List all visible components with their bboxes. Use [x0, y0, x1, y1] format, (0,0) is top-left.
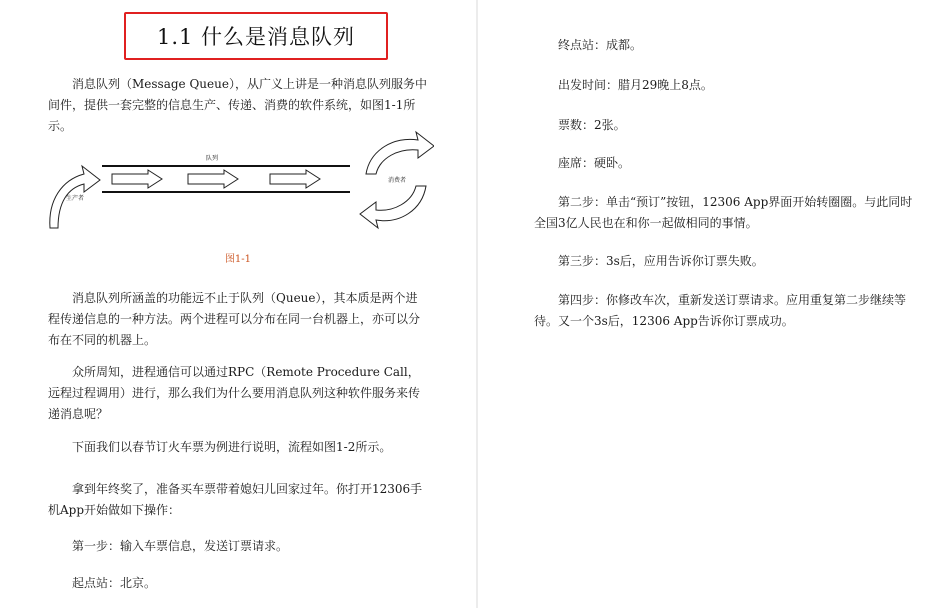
paragraph-step-3: 第三步：3s后，应用告诉你订票失败。 [558, 254, 764, 268]
queue-diagram [44, 130, 434, 240]
figure-1-1 [44, 130, 434, 240]
message-arrow-icon [188, 170, 238, 188]
paragraph-seat: 座席：硬卧。 [558, 156, 631, 170]
message-arrow-icon [112, 170, 162, 188]
queue-label: 队列 [206, 155, 219, 162]
paragraph-rpc: 众所周知，进程通信可以通过RPC（Remote Procedure Call，远程过程调用）进行，那么我们为什么要用消息队列这种软件服务来传递消息呢？ [48, 365, 421, 421]
producer-label: 生产者 [66, 195, 85, 202]
section-title: 1.1 什么是消息队列 [156, 25, 356, 49]
message-arrow-icon [270, 170, 320, 188]
paragraph-destination: 终点站：成都。 [558, 38, 643, 52]
paragraph-intro: 消息队列（Message Queue），从广义上讲是一种消息队列服务中间件，提供一套完整的信息生产、传递、消费的软件系统，如图1-1所示。 [48, 77, 427, 133]
paragraph-queue-scope: 消息队列所涵盖的功能远不止于队列（Queue），其本质是两个进程传递信息的一种方法。两个进程可以分布在同一台机器上，亦可以分布在不同的机器上。 [48, 291, 421, 347]
section-title-box [124, 12, 388, 60]
paragraph-example-intro: 下面我们以春节订火车票为例进行说明，流程如图1-2所示。 [72, 440, 392, 454]
paragraph-step-1: 第一步：输入车票信息，发送订票请求。 [72, 539, 289, 553]
paragraph-step-2: 第二步：单击“预订”按钮，12306 App界面开始转圈圈。与此同时全国3亿人民也在和你一起做相同的事情。 [534, 195, 913, 230]
right-page [478, 0, 952, 608]
paragraph-origin: 起点站：北京。 [72, 576, 157, 590]
paragraph-step-4: 第四步：你修改车次，重新发送订票请求。应用重复第二步继续等待。又一个3s后，12306 App告诉你订票成功。 [534, 293, 907, 328]
consumer-label: 消费者 [388, 177, 407, 184]
paragraph-tickets: 票数：2张。 [558, 118, 626, 132]
paragraph-bonus: 拿到年终奖了，准备买车票带着媳妇儿回家过年。你打开12306手机App开始做如下操作： [48, 482, 423, 517]
figure-caption: 图1-1 [224, 254, 252, 265]
paragraph-departure: 出发时间：腊月29晚上8点。 [558, 78, 713, 92]
